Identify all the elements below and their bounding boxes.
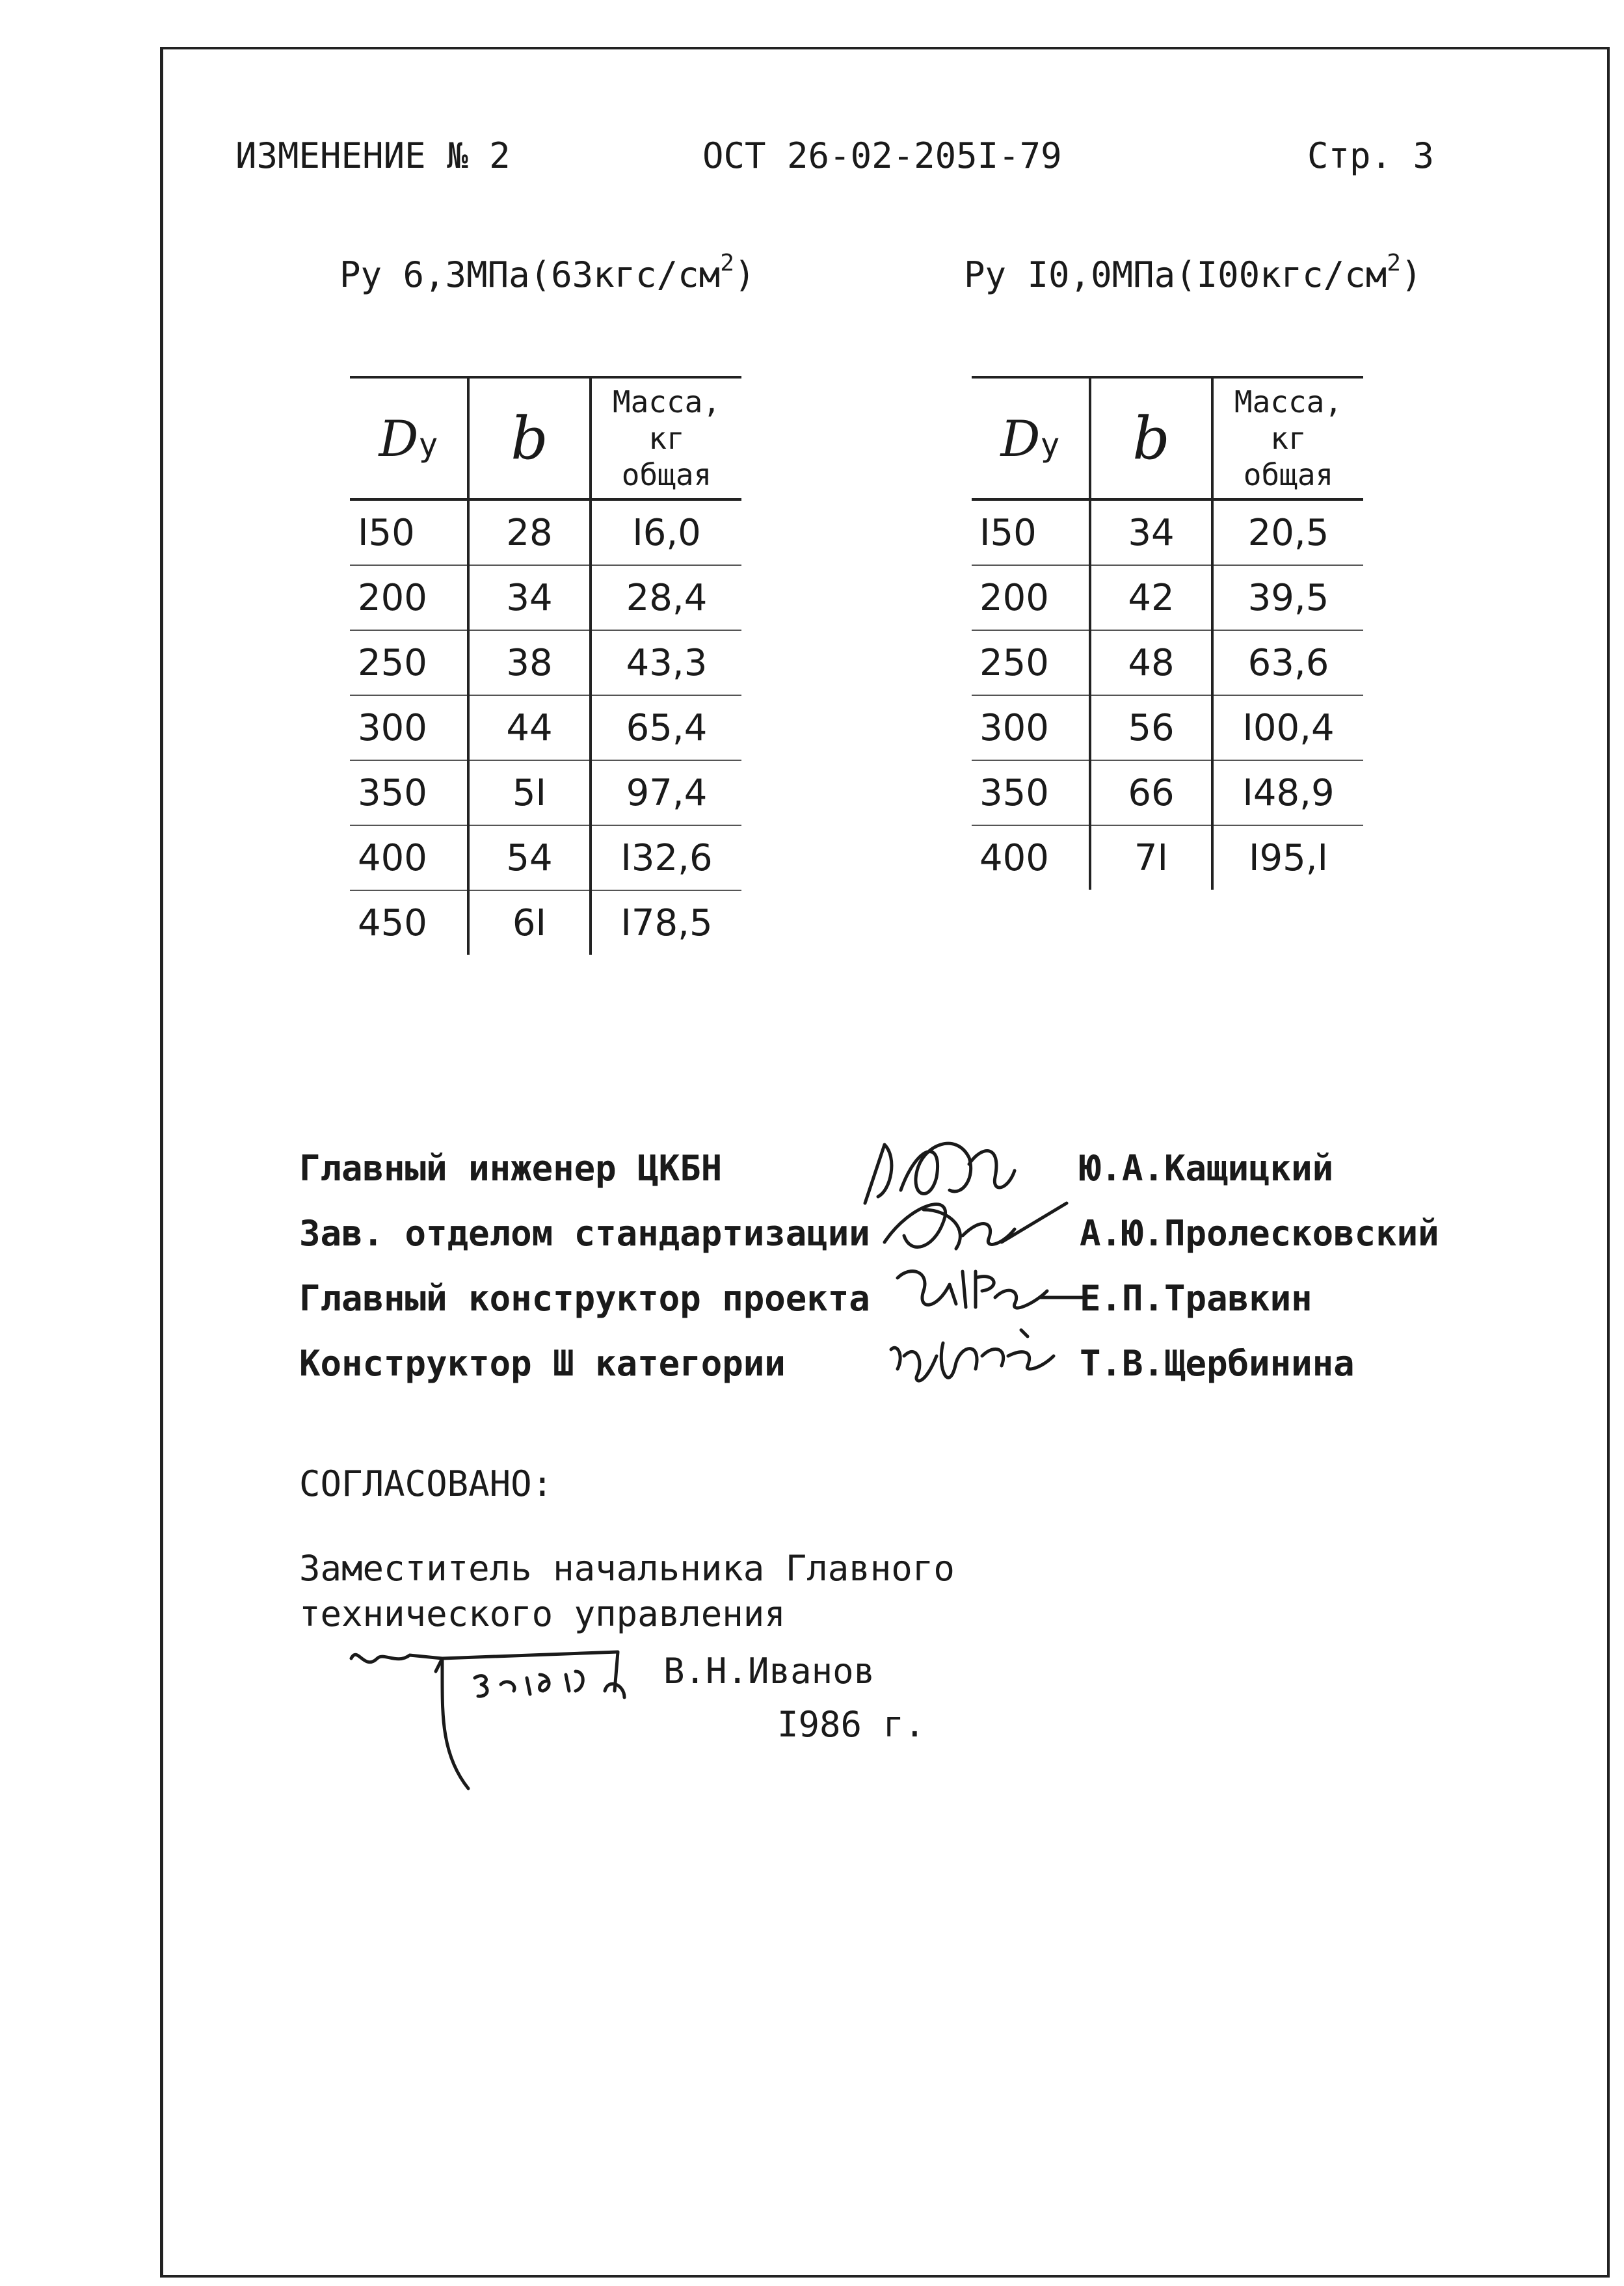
cell-mass: I78,5	[591, 890, 741, 955]
table-row	[350, 630, 741, 695]
cell-dy: 300	[972, 695, 1090, 760]
cell-dy: 300	[350, 695, 468, 760]
cell-b: 34	[468, 565, 591, 630]
cell-b: 28	[468, 499, 591, 565]
cell-dy: 350	[972, 760, 1090, 825]
signatory-position-3: Главный конструктор проекта	[299, 1278, 870, 1319]
col-b: b	[1090, 377, 1212, 499]
cell-dy: I50	[350, 499, 468, 565]
signatory-position-4: Конструктор Ш категории	[299, 1343, 786, 1384]
cell-dy: 350	[350, 760, 468, 825]
signature-ivanov	[345, 1639, 644, 1795]
col-dy: Dу	[350, 377, 468, 499]
cell-dy: 400	[350, 825, 468, 890]
cell-mass: 97,4	[591, 760, 741, 825]
signature-shcherbinina	[878, 1317, 1073, 1402]
table-row	[972, 499, 1363, 565]
cell-b: 7I	[1090, 825, 1212, 890]
cell-dy: 450	[358, 901, 427, 944]
cell-mass: I32,6	[591, 825, 741, 890]
table-2-title: Ру $I0,0МПа(I00кгс/см^2)$	[964, 250, 1422, 295]
table-row	[972, 630, 1363, 695]
cell-mass: 65,4	[591, 695, 741, 760]
signature-proleskovsky	[872, 1184, 1080, 1262]
col-mass: Масса, кг общая	[591, 377, 741, 499]
table-row	[350, 565, 741, 630]
approval-name: В.Н.Иванов	[663, 1651, 875, 1692]
signatory-position-2: Зав. отделом стандартизации	[299, 1213, 870, 1254]
approval-position-line-1: Заместитель начальника Главного	[299, 1548, 955, 1589]
cell-dy: 250	[350, 630, 468, 695]
table-row	[972, 825, 1363, 890]
col-dy: Dу	[972, 377, 1090, 499]
table-row	[972, 760, 1363, 825]
pressure-table-1	[350, 376, 741, 955]
cell-dy: 200	[972, 565, 1090, 630]
page-number: Стр. 3	[1307, 135, 1435, 176]
cell-mass: I48,9	[1212, 760, 1363, 825]
cell-mass: I95,I	[1212, 825, 1363, 890]
table-row	[972, 695, 1363, 760]
approval-year: I986 г.	[777, 1704, 925, 1745]
approval-heading: СОГЛАСОВАНО:	[299, 1463, 553, 1504]
signatory-name-1: Ю.А.Кащицкий	[1080, 1148, 1334, 1189]
table-1-title: Ру $6,3МПа(63кгс/см^2)$	[339, 250, 756, 295]
cell-dy: 200	[350, 565, 468, 630]
pressure-table-2	[972, 376, 1363, 890]
cell-b: 5I	[468, 760, 591, 825]
cell-b: 44	[468, 695, 591, 760]
cell-mass: 63,6	[1212, 630, 1363, 695]
cell-mass: I6,0	[591, 499, 741, 565]
table-row	[350, 695, 741, 760]
cell-mass: 28,4	[591, 565, 741, 630]
cell-b: 6I	[468, 890, 591, 955]
cell-b: 56	[1090, 695, 1212, 760]
table-row	[350, 890, 741, 955]
table-row	[972, 565, 1363, 630]
table-row	[350, 499, 741, 565]
cell-dy: 400	[979, 836, 1049, 879]
cell-mass: 39,5	[1212, 565, 1363, 630]
cell-b: 34	[1090, 499, 1212, 565]
col-b: b	[468, 377, 591, 499]
signature-travkin	[885, 1252, 1093, 1323]
table-row	[350, 760, 741, 825]
signatory-position-1: Главный инженер ЦКБН	[299, 1148, 723, 1189]
signatory-name-2: А.Ю.Пролесковский	[1080, 1213, 1439, 1254]
cell-b: 66	[1090, 760, 1212, 825]
cell-mass: 43,3	[591, 630, 741, 695]
cell-dy: I50	[972, 499, 1090, 565]
cell-b: 38	[468, 630, 591, 695]
cell-dy: 250	[972, 630, 1090, 695]
cell-mass: I00,4	[1212, 695, 1363, 760]
change-number: ИЗМЕНЕНИЕ № 2	[235, 135, 511, 176]
cell-mass: 20,5	[1212, 499, 1363, 565]
table-row	[350, 825, 741, 890]
cell-b: 54	[468, 825, 591, 890]
approval-position-line-2: технического управления	[299, 1593, 786, 1634]
cell-b: 48	[1090, 630, 1212, 695]
col-mass: Масса, кг общая	[1212, 377, 1363, 499]
signatory-name-3: Е.П.Травкин	[1080, 1278, 1312, 1319]
cell-b: 42	[1090, 565, 1212, 630]
signatory-name-4: Т.В.Щербинина	[1080, 1343, 1355, 1384]
standard-number: ОСТ 26-02-205I-79	[702, 135, 1062, 176]
